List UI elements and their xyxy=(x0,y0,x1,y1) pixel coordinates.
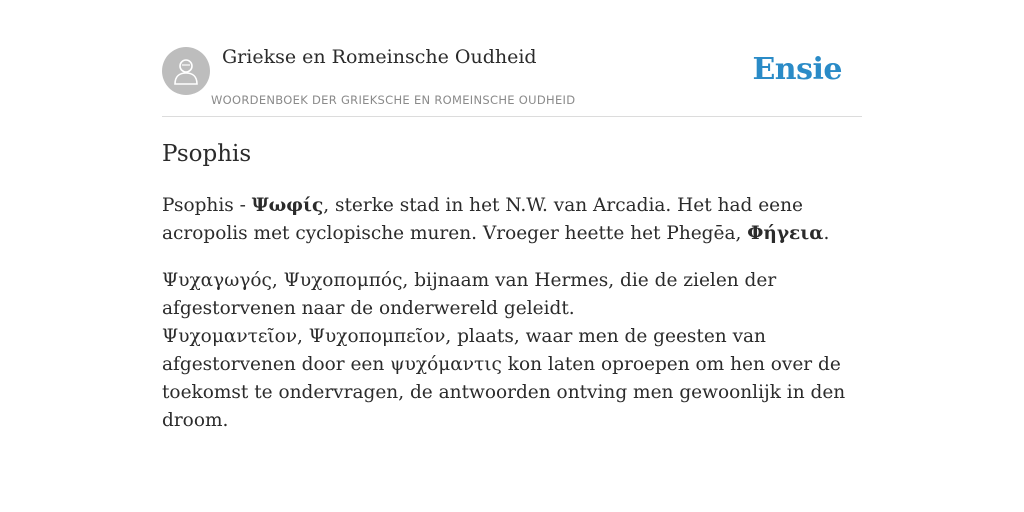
user-icon xyxy=(173,57,199,85)
definition-text: , sterke stad in het N.W. van Arcadia. Het had eene acropolis met cyclopische muren. Vroeger heette het Phegēa, xyxy=(162,195,803,244)
related-paragraph xyxy=(162,267,862,435)
site-title[interactable]: Griekse en Romeinsche Oudheid xyxy=(222,46,537,68)
definition-text: . xyxy=(823,223,830,244)
related-entry: Ψυχαγωγός, Ψυχοπομπός, bijnaam van Hermes, die de zielen der afgestorvenen naar de onderwereld geleidt. xyxy=(162,270,777,319)
site-subtitle: WOORDENBOEK DER GRIEKSCHE EN ROMEINSCHE OUDHEID xyxy=(211,93,576,107)
definition-text: Psophis - xyxy=(162,195,252,216)
avatar[interactable] xyxy=(162,47,210,95)
site-header xyxy=(162,0,862,117)
page-title: Psophis xyxy=(162,141,252,167)
greek-term: Ψωφίς xyxy=(251,195,324,216)
brand-logo[interactable]: Ensie xyxy=(752,52,842,87)
page-container xyxy=(162,0,862,431)
greek-term: Φήγεια xyxy=(747,223,824,244)
definition-paragraph xyxy=(162,192,862,248)
related-entry: Ψυχομαντεῖον, Ψυχοπομπεῖον, plaats, waar men de geesten van afgestorvenen door een ψυχόμαντις kon laten oproepen om hen over de toekomst te ondervragen, de antwoorden ontving men gewoonlijk in den droom. xyxy=(162,326,846,431)
